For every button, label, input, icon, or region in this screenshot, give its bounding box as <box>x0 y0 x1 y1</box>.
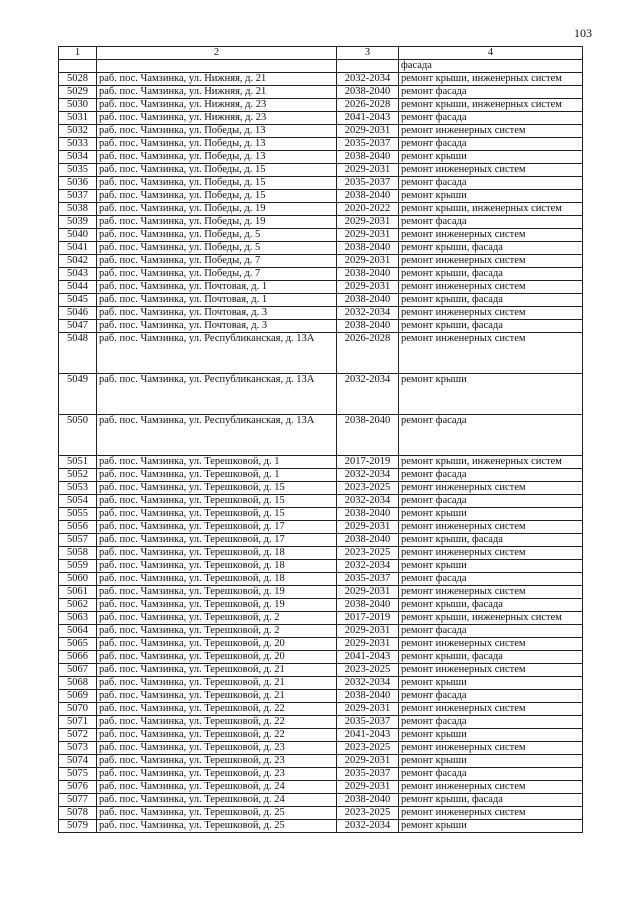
row-address: раб. пос. Чамзинка, ул. Терешковой, д. 22 <box>97 729 337 742</box>
row-work: ремонт крыши <box>399 755 583 768</box>
row-address: раб. пос. Чамзинка, ул. Республиканская, д. 13А <box>97 333 337 374</box>
row-number: 5043 <box>59 268 97 281</box>
row-work: ремонт инженерных систем <box>399 586 583 599</box>
row-address: раб. пос. Чамзинка, ул. Терешковой, д. 24 <box>97 781 337 794</box>
row-years: 2017-2019 <box>337 456 399 469</box>
row-number: 5061 <box>59 586 97 599</box>
row-years: 2032-2034 <box>337 374 399 415</box>
row-work: ремонт крыши, фасада <box>399 599 583 612</box>
row-number: 5051 <box>59 456 97 469</box>
row-number: 5068 <box>59 677 97 690</box>
row-address: раб. пос. Чамзинка, ул. Терешковой, д. 1 <box>97 469 337 482</box>
table-row <box>59 625 583 638</box>
row-address <box>97 60 337 73</box>
table-row <box>59 203 583 216</box>
row-number: 5047 <box>59 320 97 333</box>
row-years <box>337 60 399 73</box>
row-address: раб. пос. Чамзинка, ул. Терешковой, д. 22 <box>97 703 337 716</box>
housing-repair-table <box>58 46 583 833</box>
row-address: раб. пос. Чамзинка, ул. Терешковой, д. 20 <box>97 651 337 664</box>
row-address: раб. пос. Чамзинка, ул. Терешковой, д. 19 <box>97 586 337 599</box>
row-number: 5075 <box>59 768 97 781</box>
row-years: 2038-2040 <box>337 242 399 255</box>
table-row <box>59 112 583 125</box>
row-number: 5053 <box>59 482 97 495</box>
row-address: раб. пос. Чамзинка, ул. Терешковой, д. 15 <box>97 508 337 521</box>
table-row <box>59 534 583 547</box>
row-years: 2038-2040 <box>337 151 399 164</box>
row-years: 2020-2022 <box>337 203 399 216</box>
table-row <box>59 638 583 651</box>
table-row <box>59 73 583 86</box>
row-work: ремонт инженерных систем <box>399 807 583 820</box>
row-work: ремонт фасада <box>399 573 583 586</box>
row-number: 5050 <box>59 415 97 456</box>
row-work: ремонт крыши, фасада <box>399 242 583 255</box>
row-years: 2035-2037 <box>337 138 399 151</box>
row-work: ремонт крыши, фасада <box>399 651 583 664</box>
row-work: ремонт фасада <box>399 716 583 729</box>
row-number: 5057 <box>59 534 97 547</box>
header-col-2: 2 <box>97 47 337 60</box>
row-work: ремонт фасада <box>399 86 583 99</box>
table-row <box>59 374 583 415</box>
row-years: 2035-2037 <box>337 768 399 781</box>
row-years: 2029-2031 <box>337 781 399 794</box>
row-address: раб. пос. Чамзинка, ул. Нижняя, д. 23 <box>97 99 337 112</box>
table-row <box>59 664 583 677</box>
row-address: раб. пос. Чамзинка, ул. Терешковой, д. 22 <box>97 716 337 729</box>
row-address: раб. пос. Чамзинка, ул. Победы, д. 15 <box>97 177 337 190</box>
row-work: ремонт инженерных систем <box>399 703 583 716</box>
row-number: 5072 <box>59 729 97 742</box>
row-work: ремонт фасада <box>399 495 583 508</box>
row-address: раб. пос. Чамзинка, ул. Терешковой, д. 21 <box>97 664 337 677</box>
row-address: раб. пос. Чамзинка, ул. Нижняя, д. 21 <box>97 73 337 86</box>
table-row <box>59 268 583 281</box>
row-number: 5060 <box>59 573 97 586</box>
row-work: ремонт крыши, фасада <box>399 294 583 307</box>
table-row <box>59 794 583 807</box>
row-years: 2041-2043 <box>337 729 399 742</box>
row-address: раб. пос. Чамзинка, ул. Терешковой, д. 18 <box>97 573 337 586</box>
row-work: ремонт инженерных систем <box>399 664 583 677</box>
table-row <box>59 99 583 112</box>
row-years: 2041-2043 <box>337 112 399 125</box>
row-years: 2032-2034 <box>337 73 399 86</box>
row-work: ремонт инженерных систем <box>399 164 583 177</box>
row-number: 5071 <box>59 716 97 729</box>
row-years: 2029-2031 <box>337 586 399 599</box>
row-work: ремонт фасада <box>399 216 583 229</box>
row-number: 5078 <box>59 807 97 820</box>
row-work: ремонт крыши, инженерных систем <box>399 612 583 625</box>
row-address: раб. пос. Чамзинка, ул. Терешковой, д. 20 <box>97 638 337 651</box>
row-number: 5074 <box>59 755 97 768</box>
row-work: ремонт фасада <box>399 690 583 703</box>
row-years: 2035-2037 <box>337 177 399 190</box>
row-years: 2029-2031 <box>337 216 399 229</box>
row-years: 2023-2025 <box>337 664 399 677</box>
row-work: ремонт фасада <box>399 177 583 190</box>
table-row <box>59 415 583 456</box>
row-work: ремонт крыши, инженерных систем <box>399 203 583 216</box>
table-row <box>59 521 583 534</box>
row-number: 5029 <box>59 86 97 99</box>
row-address: раб. пос. Чамзинка, ул. Терешковой, д. 21 <box>97 677 337 690</box>
table-row <box>59 456 583 469</box>
row-number: 5039 <box>59 216 97 229</box>
row-work: ремонт инженерных систем <box>399 307 583 320</box>
table-row <box>59 586 583 599</box>
row-years: 2026-2028 <box>337 99 399 112</box>
row-number: 5044 <box>59 281 97 294</box>
row-address: раб. пос. Чамзинка, ул. Почтовая, д. 1 <box>97 281 337 294</box>
row-work: ремонт инженерных систем <box>399 521 583 534</box>
row-number: 5038 <box>59 203 97 216</box>
row-work: ремонт фасада <box>399 415 583 456</box>
table-row <box>59 495 583 508</box>
row-work: ремонт крыши <box>399 729 583 742</box>
continuation-row <box>59 60 583 73</box>
row-number: 5073 <box>59 742 97 755</box>
page-number: 103 <box>574 26 592 40</box>
row-work: ремонт инженерных систем <box>399 281 583 294</box>
row-number: 5065 <box>59 638 97 651</box>
row-number: 5037 <box>59 190 97 203</box>
row-work: ремонт фасада <box>399 768 583 781</box>
row-years: 2032-2034 <box>337 469 399 482</box>
row-work: фасада <box>399 60 583 73</box>
row-years: 2029-2031 <box>337 521 399 534</box>
row-years: 2032-2034 <box>337 560 399 573</box>
row-number: 5049 <box>59 374 97 415</box>
row-work: ремонт инженерных систем <box>399 781 583 794</box>
row-address: раб. пос. Чамзинка, ул. Победы, д. 7 <box>97 255 337 268</box>
row-work: ремонт фасада <box>399 625 583 638</box>
row-number: 5063 <box>59 612 97 625</box>
row-work: ремонт крыши, фасада <box>399 534 583 547</box>
row-address: раб. пос. Чамзинка, ул. Терешковой, д. 15 <box>97 482 337 495</box>
row-address: раб. пос. Чамзинка, ул. Терешковой, д. 25 <box>97 820 337 833</box>
row-address: раб. пос. Чамзинка, ул. Почтовая, д. 3 <box>97 320 337 333</box>
row-work: ремонт крыши <box>399 820 583 833</box>
row-address: раб. пос. Чамзинка, ул. Республиканская, д. 13А <box>97 415 337 456</box>
row-years: 2032-2034 <box>337 495 399 508</box>
table-row <box>59 190 583 203</box>
row-work: ремонт инженерных систем <box>399 333 583 374</box>
table-row <box>59 320 583 333</box>
table-row <box>59 255 583 268</box>
table-row <box>59 177 583 190</box>
table-row <box>59 242 583 255</box>
row-address: раб. пос. Чамзинка, ул. Терешковой, д. 24 <box>97 794 337 807</box>
row-number: 5031 <box>59 112 97 125</box>
row-years: 2038-2040 <box>337 415 399 456</box>
row-work: ремонт крыши, фасада <box>399 320 583 333</box>
table-row <box>59 755 583 768</box>
table-row <box>59 820 583 833</box>
row-number: 5028 <box>59 73 97 86</box>
table-row <box>59 807 583 820</box>
row-years: 2035-2037 <box>337 716 399 729</box>
row-work: ремонт крыши <box>399 560 583 573</box>
row-work: ремонт крыши <box>399 677 583 690</box>
row-years: 2017-2019 <box>337 612 399 625</box>
row-number: 5041 <box>59 242 97 255</box>
row-address: раб. пос. Чамзинка, ул. Почтовая, д. 3 <box>97 307 337 320</box>
row-years: 2038-2040 <box>337 599 399 612</box>
row-years: 2038-2040 <box>337 268 399 281</box>
row-years: 2023-2025 <box>337 547 399 560</box>
row-work: ремонт крыши, инженерных систем <box>399 456 583 469</box>
row-years: 2035-2037 <box>337 573 399 586</box>
row-address: раб. пос. Чамзинка, ул. Победы, д. 19 <box>97 203 337 216</box>
row-address: раб. пос. Чамзинка, ул. Республиканская, д. 13А <box>97 374 337 415</box>
row-years: 2029-2031 <box>337 638 399 651</box>
table-row <box>59 138 583 151</box>
row-number: 5077 <box>59 794 97 807</box>
row-number: 5067 <box>59 664 97 677</box>
table-row <box>59 599 583 612</box>
row-address: раб. пос. Чамзинка, ул. Почтовая, д. 1 <box>97 294 337 307</box>
row-number: 5045 <box>59 294 97 307</box>
table-row <box>59 768 583 781</box>
row-years: 2029-2031 <box>337 625 399 638</box>
row-years: 2029-2031 <box>337 164 399 177</box>
row-number: 5040 <box>59 229 97 242</box>
row-number: 5030 <box>59 99 97 112</box>
row-address: раб. пос. Чамзинка, ул. Терешковой, д. 18 <box>97 547 337 560</box>
row-address: раб. пос. Чамзинка, ул. Терешковой, д. 25 <box>97 807 337 820</box>
row-work: ремонт крыши <box>399 508 583 521</box>
row-address: раб. пос. Чамзинка, ул. Терешковой, д. 21 <box>97 690 337 703</box>
row-number: 5062 <box>59 599 97 612</box>
row-address: раб. пос. Чамзинка, ул. Терешковой, д. 17 <box>97 521 337 534</box>
row-number: 5056 <box>59 521 97 534</box>
row-address: раб. пос. Чамзинка, ул. Победы, д. 13 <box>97 138 337 151</box>
row-years: 2038-2040 <box>337 508 399 521</box>
table-row <box>59 651 583 664</box>
row-address: раб. пос. Чамзинка, ул. Терешковой, д. 23 <box>97 755 337 768</box>
row-number: 5059 <box>59 560 97 573</box>
table-row <box>59 469 583 482</box>
table-row <box>59 703 583 716</box>
row-number: 5066 <box>59 651 97 664</box>
row-number: 5032 <box>59 125 97 138</box>
row-number: 5064 <box>59 625 97 638</box>
row-work: ремонт инженерных систем <box>399 255 583 268</box>
table-row <box>59 482 583 495</box>
row-number: 5036 <box>59 177 97 190</box>
row-work: ремонт инженерных систем <box>399 638 583 651</box>
row-years: 2023-2025 <box>337 742 399 755</box>
row-work: ремонт инженерных систем <box>399 482 583 495</box>
row-number: 5058 <box>59 547 97 560</box>
row-years: 2038-2040 <box>337 190 399 203</box>
row-number: 5055 <box>59 508 97 521</box>
row-address: раб. пос. Чамзинка, ул. Терешковой, д. 15 <box>97 495 337 508</box>
row-address: раб. пос. Чамзинка, ул. Терешковой, д. 1 <box>97 456 337 469</box>
table-row <box>59 729 583 742</box>
row-number: 5048 <box>59 333 97 374</box>
table-row <box>59 677 583 690</box>
row-number: 5070 <box>59 703 97 716</box>
row-years: 2029-2031 <box>337 703 399 716</box>
row-address: раб. пос. Чамзинка, ул. Терешковой, д. 2 <box>97 612 337 625</box>
row-address: раб. пос. Чамзинка, ул. Победы, д. 13 <box>97 125 337 138</box>
table-row <box>59 307 583 320</box>
row-work: ремонт крыши <box>399 374 583 415</box>
row-address: раб. пос. Чамзинка, ул. Терешковой, д. 18 <box>97 560 337 573</box>
row-work: ремонт крыши, инженерных систем <box>399 73 583 86</box>
row-address: раб. пос. Чамзинка, ул. Терешковой, д. 23 <box>97 742 337 755</box>
row-address: раб. пос. Чамзинка, ул. Победы, д. 15 <box>97 190 337 203</box>
row-work: ремонт крыши, фасада <box>399 794 583 807</box>
table-row <box>59 125 583 138</box>
row-number: 5034 <box>59 151 97 164</box>
row-address: раб. пос. Чамзинка, ул. Нижняя, д. 21 <box>97 86 337 99</box>
row-years: 2029-2031 <box>337 255 399 268</box>
row-work: ремонт крыши <box>399 151 583 164</box>
table-row <box>59 573 583 586</box>
row-work: ремонт фасада <box>399 138 583 151</box>
row-work: ремонт инженерных систем <box>399 742 583 755</box>
row-years: 2029-2031 <box>337 281 399 294</box>
row-work: ремонт фасада <box>399 112 583 125</box>
table-row <box>59 294 583 307</box>
row-number: 5042 <box>59 255 97 268</box>
row-years: 2032-2034 <box>337 820 399 833</box>
table-row <box>59 333 583 374</box>
row-years: 2026-2028 <box>337 333 399 374</box>
table-row <box>59 229 583 242</box>
row-years: 2032-2034 <box>337 307 399 320</box>
row-number: 5046 <box>59 307 97 320</box>
row-work: ремонт инженерных систем <box>399 229 583 242</box>
row-number <box>59 60 97 73</box>
row-address: раб. пос. Чамзинка, ул. Победы, д. 19 <box>97 216 337 229</box>
row-address: раб. пос. Чамзинка, ул. Терешковой, д. 19 <box>97 599 337 612</box>
row-work: ремонт инженерных систем <box>399 547 583 560</box>
table-row <box>59 742 583 755</box>
table-row <box>59 164 583 177</box>
row-years: 2029-2031 <box>337 229 399 242</box>
row-work: ремонт крыши <box>399 190 583 203</box>
row-years: 2038-2040 <box>337 690 399 703</box>
row-years: 2038-2040 <box>337 320 399 333</box>
row-address: раб. пос. Чамзинка, ул. Терешковой, д. 2 <box>97 625 337 638</box>
row-years: 2038-2040 <box>337 86 399 99</box>
row-number: 5069 <box>59 690 97 703</box>
table-row <box>59 547 583 560</box>
row-years: 2023-2025 <box>337 482 399 495</box>
table-row <box>59 716 583 729</box>
row-work: ремонт крыши, инженерных систем <box>399 99 583 112</box>
row-years: 2038-2040 <box>337 794 399 807</box>
row-address: раб. пос. Чамзинка, ул. Победы, д. 7 <box>97 268 337 281</box>
row-years: 2023-2025 <box>337 807 399 820</box>
row-number: 5033 <box>59 138 97 151</box>
row-address: раб. пос. Чамзинка, ул. Терешковой, д. 23 <box>97 768 337 781</box>
row-years: 2029-2031 <box>337 125 399 138</box>
header-col-4: 4 <box>399 47 583 60</box>
header-col-1: 1 <box>59 47 97 60</box>
table-row <box>59 151 583 164</box>
row-years: 2038-2040 <box>337 294 399 307</box>
row-work: ремонт инженерных систем <box>399 125 583 138</box>
table-header-row <box>59 47 583 60</box>
row-years: 2029-2031 <box>337 755 399 768</box>
row-number: 5052 <box>59 469 97 482</box>
row-number: 5079 <box>59 820 97 833</box>
row-years: 2041-2043 <box>337 651 399 664</box>
row-address: раб. пос. Чамзинка, ул. Победы, д. 15 <box>97 164 337 177</box>
row-address: раб. пос. Чамзинка, ул. Победы, д. 13 <box>97 151 337 164</box>
table-row <box>59 612 583 625</box>
table-row <box>59 86 583 99</box>
row-work: ремонт фасада <box>399 469 583 482</box>
row-address: раб. пос. Чамзинка, ул. Победы, д. 5 <box>97 229 337 242</box>
row-address: раб. пос. Чамзинка, ул. Терешковой, д. 17 <box>97 534 337 547</box>
table-row <box>59 216 583 229</box>
table-row <box>59 281 583 294</box>
table-row <box>59 560 583 573</box>
row-address: раб. пос. Чамзинка, ул. Победы, д. 5 <box>97 242 337 255</box>
header-col-3: 3 <box>337 47 399 60</box>
table-row <box>59 508 583 521</box>
row-number: 5035 <box>59 164 97 177</box>
table-body <box>59 60 583 833</box>
row-years: 2038-2040 <box>337 534 399 547</box>
table-row <box>59 690 583 703</box>
row-number: 5054 <box>59 495 97 508</box>
row-number: 5076 <box>59 781 97 794</box>
row-address: раб. пос. Чамзинка, ул. Нижняя, д. 23 <box>97 112 337 125</box>
table-row <box>59 781 583 794</box>
row-work: ремонт крыши, фасада <box>399 268 583 281</box>
row-years: 2032-2034 <box>337 677 399 690</box>
